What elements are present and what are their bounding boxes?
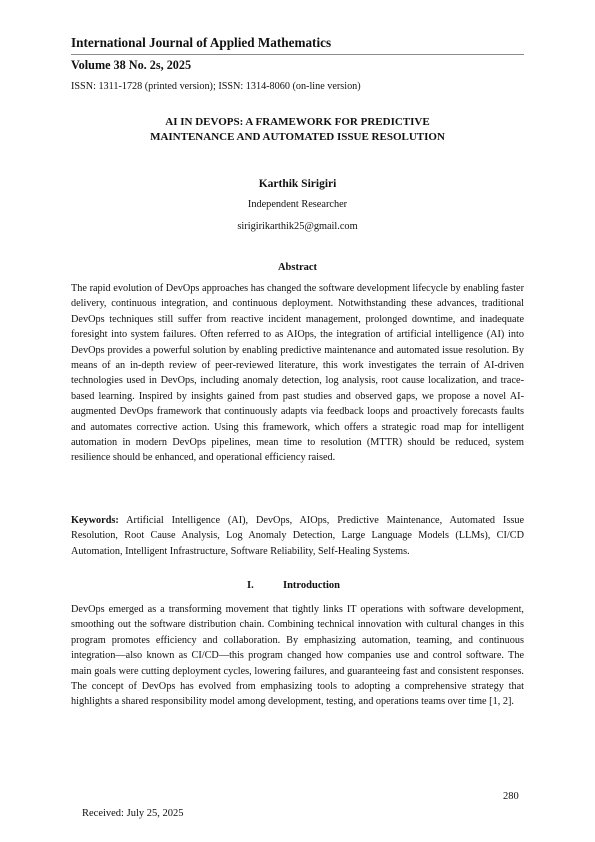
issn-line: ISSN: 1311-1728 (printed version); ISSN: 1314-8060 (on-line version) xyxy=(71,81,361,92)
keywords-paragraph xyxy=(71,513,524,559)
paper-title xyxy=(71,115,524,145)
abstract-heading: Abstract xyxy=(277,262,318,273)
keywords-label: Keywords: xyxy=(71,515,119,526)
author-affiliation: Independent Researcher xyxy=(247,199,348,210)
section-title: Introduction xyxy=(283,580,340,591)
title-line-2: MAINTENANCE AND AUTOMATED ISSUE RESOLUTION xyxy=(150,131,445,143)
page-number: 280 xyxy=(503,791,519,802)
received-date: Received: July 25, 2025 xyxy=(82,808,184,819)
journal-name: International Journal of Applied Mathematics xyxy=(71,35,332,50)
author-block xyxy=(71,174,524,238)
volume-info: Volume 38 No. 2s, 2025 xyxy=(71,58,192,72)
author-email: sirigirikarthik25@gmail.com xyxy=(237,221,358,232)
section-number: I. xyxy=(247,580,254,591)
abstract-text: The rapid evolution of DevOps approaches has changed the software development lifecycle by enabling faster delivery, continuous integration, and continuous deployment. Notwithstanding these advances, traditional DevOps techniques still suffer from reactive incident management, prolonged downtime, and inadequate foresight into system failures. Often referred to as AIOps, the integration of artificial intelligence (AI) into DevOps provides a powerful solution by enabling predictive maintenance and automated issue resolution. By means of an in-depth review of peer-reviewed literature, this work investigates the terrain of AI-driven technologies used in DevOps, including anomaly detection, log analysis, root cause localization, and trace-based learning. Inspired by insights gained from past studies and observed gaps, we propose a novel AI-augmented DevOps framework that continuously adapts via feedback loops and proactively forecasts faults and automates corrective action. Using this framework, which offers a strategic road map for intelligent automation in modern DevOps pipelines, mean time to resolution (MTTR) should be reduced, system resilience should be enhanced, and operational efficiency raised. xyxy=(71,283,524,464)
title-line-1: AI IN DEVOPS: A FRAMEWORK FOR PREDICTIVE xyxy=(165,116,430,128)
introduction-text: DevOps emerged as a transforming movement that tightly links IT operations with software development, smoothing out the software distribution chain. Combining technical innovation with cultural changes in this program promotes efficiency and collaboration. By emphasizing automation, teaming, and continuous integration—also known as CI/CD—this program changed how companies use and control software. The main goals were cutting deployment cycles, lowering failures, and guaranteeing fast and consistent responses. The concept of DevOps has evolved from emphasizing tools to adopting a comprehensive strategy that highlights a shared responsibility model among development, testing, and operations teams over time [1, 2]. xyxy=(71,604,524,708)
header-divider xyxy=(71,54,524,55)
author-name: Karthik Sirigiri xyxy=(258,178,337,190)
keywords-text: Artificial Intelligence (AI), DevOps, AIOps, Predictive Maintenance, Automated Issue Resolution, Root Cause Analysis, Log Anomaly Detection, Large Language Models (LLMs), CI/CD Automation, Intelligent Infrastructure, Software Reliability, Self-Healing Systems. xyxy=(71,515,524,557)
